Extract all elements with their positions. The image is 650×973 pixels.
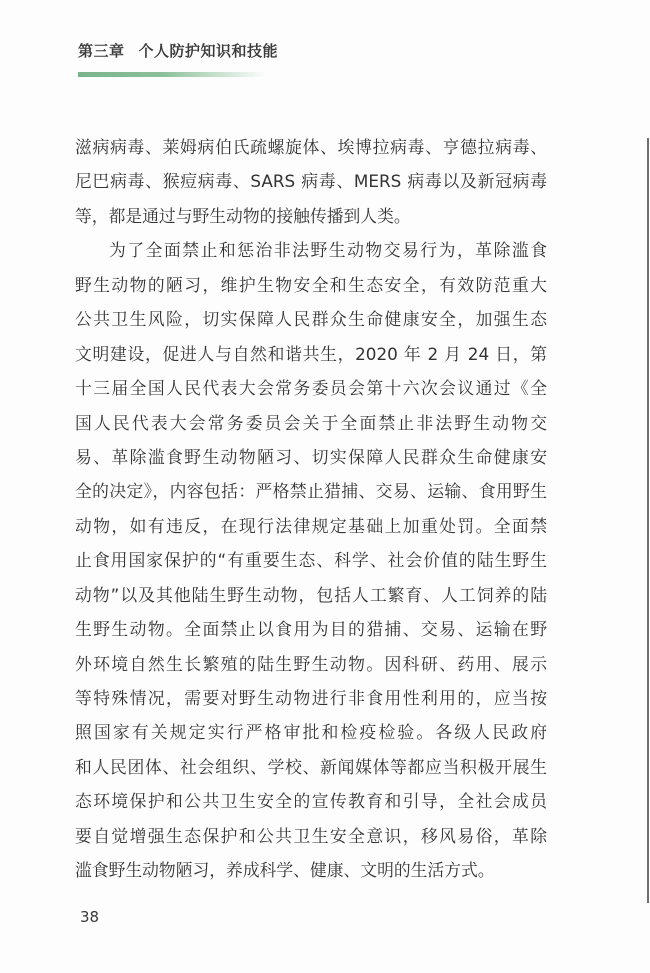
text-line: 滋病病毒、莱姆病伯氏疏螺旋体、埃博拉病毒、亨德拉病毒、 — [75, 137, 547, 157]
text-line: 照国家有关规定实行严格审批和检疫检验。各级人民政府 — [75, 722, 547, 743]
body-text — [75, 130, 547, 888]
text-line: 公共卫生风险，切实保障人民群众生命健康安全，加强生态 — [75, 309, 547, 330]
page-number: 38 — [80, 908, 100, 926]
text-line: 尼巴病毒、猴痘病毒、SARS 病毒、MERS 病毒以及新冠病毒 — [75, 171, 547, 192]
text-line: 野生动物的陋习，维护生物安全和生态安全，有效防范重大 — [75, 274, 547, 295]
text-line: 等，都是通过与野生动物的接触传播到人类。 — [75, 205, 411, 226]
text-line: 易、革除滥食野生动物陋习、切实保障人民群众生命健康安 — [75, 446, 547, 467]
chapter-heading — [78, 40, 278, 61]
text-line: 为了全面禁止和惩治非法野生动物交易行为，革除滥食 — [109, 240, 547, 261]
text-line: 十三届全国人民代表大会常务委员会第十六次会议通过《全 — [75, 378, 547, 399]
chapter-title: 个人防护知识和技能 — [138, 42, 279, 60]
page-edge-shadow — [647, 138, 649, 903]
text-line: 滥食野生动物陋习，养成科学、健康、文明的生活方式。 — [75, 860, 495, 881]
text-line: 态环境保护和公共卫生安全的宣传教育和引导，全社会成员 — [75, 791, 547, 812]
text-line: 动物，如有违反，在现行法律规定基础上加重处罚。全面禁 — [75, 515, 547, 536]
text-line: 生野生动物。全面禁止以食用为目的猎捕、交易、运输在野 — [75, 619, 547, 640]
text-line: 外环境自然生长繁殖的陆生野生动物。因科研、药用、展示 — [75, 653, 547, 674]
text-line: 动物”以及其他陆生野生动物，包括人工繁育、人工饲养的陆 — [75, 584, 547, 605]
text-line: 国人民代表大会常务委员会关于全面禁止非法野生动物交 — [75, 412, 547, 433]
text-line: 等特殊情况，需要对野生动物进行非食用性利用的，应当按 — [75, 688, 547, 708]
text-line: 止食用国家保护的“有重要生态、科学、社会价值的陆生野生 — [75, 550, 547, 571]
text-line: 全的决定》，内容包括：严格禁止猎捕、交易、运输、食用野生 — [75, 481, 547, 502]
text-line: 和人民团体、社会组织、学校、新闻媒体等都应当积极开展生 — [75, 756, 547, 777]
text-line: 要自觉增强生态保护和公共卫生安全意识，移风易俗，革除 — [75, 825, 547, 846]
chapter-accent-rule — [78, 72, 266, 77]
text-line: 文明建设，促进人与自然和谐共生，2020 年 2 月 24 日，第 — [75, 343, 547, 364]
chapter-number: 第三章 — [78, 42, 125, 60]
